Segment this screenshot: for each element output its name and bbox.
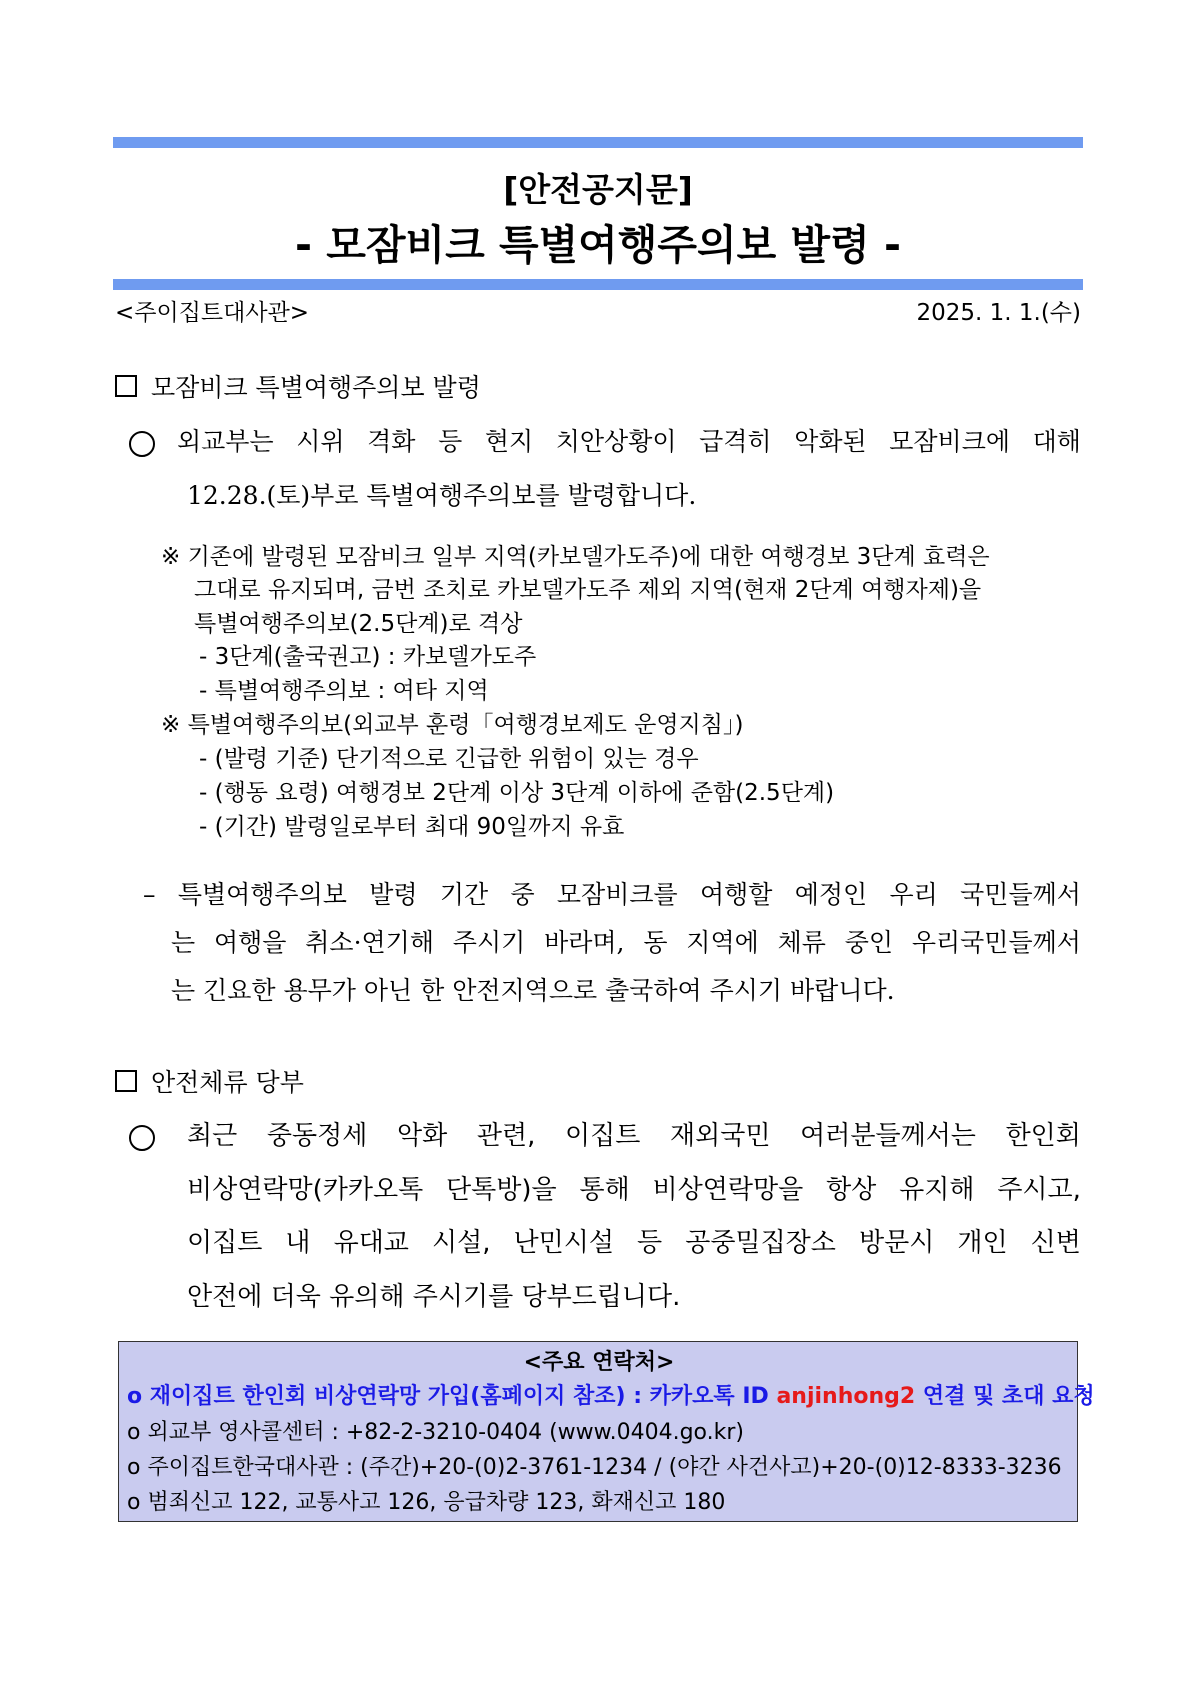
- section-heading-text: 안전체류 당부: [151, 1068, 304, 1097]
- word: 한인회: [1005, 1121, 1081, 1151]
- contact-text: 연결 및 초대 요청: [915, 1384, 1095, 1409]
- word: 난민시설: [513, 1228, 614, 1258]
- cancel-travel-paragraph: [143, 880, 1081, 1005]
- advisory-notes: [161, 542, 1081, 842]
- contact-line-embassy: o 주이집트한국대사관 : (주간)+20-(0)2-3761-1234 / (야간 사건사고)+20-(0)12-8333-3236: [127, 1455, 1062, 1480]
- word: 체류: [777, 928, 826, 957]
- word: 최근: [187, 1121, 238, 1151]
- word: 신변: [1030, 1228, 1081, 1258]
- page-title: - 모잠비크 특별여행주의보 발령 -: [294, 221, 901, 269]
- top-rule: [113, 137, 1083, 148]
- issuer: <주이집트대사관>: [115, 300, 310, 326]
- word: 현지: [484, 427, 534, 456]
- word: 유지해: [899, 1175, 975, 1205]
- kakaotalk-id: anjinhong2: [776, 1384, 916, 1409]
- word: 동: [643, 928, 668, 957]
- section-heading-text: 모잠비크 특별여행주의보 발령: [151, 373, 481, 402]
- word: 항상: [826, 1175, 877, 1205]
- word: 비상연락망을: [652, 1175, 804, 1205]
- word: 공중밀집장소: [685, 1228, 836, 1258]
- word: 등: [637, 1228, 663, 1258]
- travel-advisory-paragraph: [129, 427, 1081, 517]
- note-line: ※ 기존에 발령된 모잠비크 일부 지역(카보델가도주)에 대한 여행경보 3단계 효력은: [161, 544, 990, 570]
- word: 관련,: [476, 1121, 536, 1151]
- contact-line-consular-call-center: o 외교부 영사콜센터 : +82-2-3210-0404 (www.0404.go.kr): [127, 1420, 744, 1445]
- word: 중동정세: [266, 1121, 368, 1151]
- word: 악화: [396, 1121, 448, 1151]
- word: –: [143, 880, 156, 909]
- word: 통해: [579, 1175, 630, 1205]
- word: 시설,: [431, 1228, 491, 1258]
- word: 주시기: [452, 928, 526, 957]
- word: 비상연락망(카카오톡: [187, 1175, 424, 1205]
- section-heading-safety: [115, 1067, 304, 1099]
- contact-box-title: <주요 연락처>: [523, 1350, 675, 1375]
- word: 중: [510, 880, 535, 909]
- circle-bullet-icon: [129, 431, 155, 457]
- word: 개인: [957, 1228, 1008, 1258]
- word: 여러분들께서는: [800, 1121, 976, 1151]
- issuer-date-row: [115, 298, 1081, 328]
- section-heading-travel-advisory: [115, 372, 481, 404]
- word: 국민들께서: [960, 880, 1081, 909]
- word: 이집트: [565, 1121, 641, 1151]
- word: 등: [438, 427, 463, 456]
- word: 내: [285, 1228, 311, 1258]
- word: 여행을: [213, 928, 287, 957]
- word: 격화: [367, 427, 416, 456]
- word: 재외국민: [670, 1121, 771, 1151]
- word: 모잠비크를: [556, 880, 678, 909]
- word: 여행할: [699, 880, 773, 909]
- notice-tag: [안전공지문]: [503, 170, 693, 209]
- word: 취소·연기해: [305, 928, 434, 957]
- word: 외교부는: [177, 427, 274, 456]
- contact-box: [118, 1341, 1095, 1522]
- word: 시위: [296, 427, 345, 456]
- word: 이집트: [187, 1228, 263, 1258]
- circle-bullet-icon: [129, 1125, 155, 1151]
- word: 발령: [369, 880, 418, 909]
- note-line: - (행동 요령) 여행경보 2단계 이상 3단계 이하에 준함(2.5단계): [199, 780, 835, 806]
- word: 방문시: [858, 1228, 935, 1258]
- contact-text: o 재이집트 한인회 비상연락망 가입(홈페이지 참조) : 카카오톡 ID: [127, 1384, 777, 1409]
- note-line: - 3단계(출국권고) : 카보델가도주: [199, 644, 537, 670]
- issue-date: 2025. 1. 1.(수): [916, 300, 1081, 326]
- word: 대해: [1032, 427, 1081, 456]
- title-underline-rule: [113, 279, 1083, 290]
- word: 악화된: [794, 427, 867, 456]
- document-page: [113, 0, 1095, 1684]
- contact-line-emergency-numbers: o 범죄신고 122, 교통사고 126, 응급차량 123, 화재신고 180: [127, 1490, 726, 1515]
- word: 예정인: [794, 880, 868, 909]
- word: 유대교: [333, 1228, 409, 1258]
- paragraph-line: [171, 928, 1081, 958]
- word: 지역에: [686, 928, 759, 957]
- paragraph-line: 12.28.(토)부로 특별여행주의보를 발령합니다.: [187, 481, 697, 510]
- paragraph-line: [177, 427, 1081, 457]
- note-line: - (기간) 발령일로부터 최대 90일까지 유효: [199, 814, 625, 840]
- word: 우리: [889, 880, 938, 909]
- word: 중인: [844, 928, 894, 957]
- word: 주시고,: [997, 1175, 1081, 1205]
- contact-line-korean-association: [127, 1382, 1095, 1412]
- paragraph-line: 는 긴요한 용무가 아닌 한 안전지역으로 출국하여 주시기 바랍니다.: [171, 976, 895, 1005]
- word: 급격히: [699, 427, 772, 456]
- paragraph-line: [143, 880, 1081, 910]
- word: 는: [171, 928, 196, 957]
- note-line: - 특별여행주의보 : 여타 지역: [199, 678, 489, 704]
- note-line: 특별여행주의보(2.5단계)로 격상: [194, 611, 523, 637]
- paragraph-line: [187, 1174, 1081, 1206]
- square-bullet-icon: [115, 1070, 137, 1092]
- word: 치안상황이: [555, 427, 677, 456]
- word: 기간: [439, 880, 489, 909]
- square-bullet-icon: [115, 375, 137, 397]
- note-line: - (발령 기준) 단기적으로 긴급한 위험이 있는 경우: [199, 746, 699, 772]
- paragraph-line: 안전에 더욱 유의해 주시기를 당부드립니다.: [187, 1282, 681, 1312]
- paragraph-line: [187, 1120, 1081, 1152]
- word: 우리국민들께서: [911, 928, 1081, 957]
- note-line: ※ 특별여행주의보(외교부 훈령「여행경보제도 운영지침」): [161, 712, 744, 738]
- note-line: 그대로 유지되며, 금번 조치로 카보델가도주 제외 지역(현재 2단계 여행자제)을: [194, 577, 982, 603]
- word: 단톡방)을: [446, 1175, 557, 1205]
- safety-paragraph: [129, 1120, 1081, 1320]
- word: 바라며,: [544, 928, 625, 957]
- paragraph-line: [187, 1227, 1081, 1259]
- word: 특별여행주의보: [177, 880, 347, 909]
- word: 모잠비크에: [889, 427, 1011, 456]
